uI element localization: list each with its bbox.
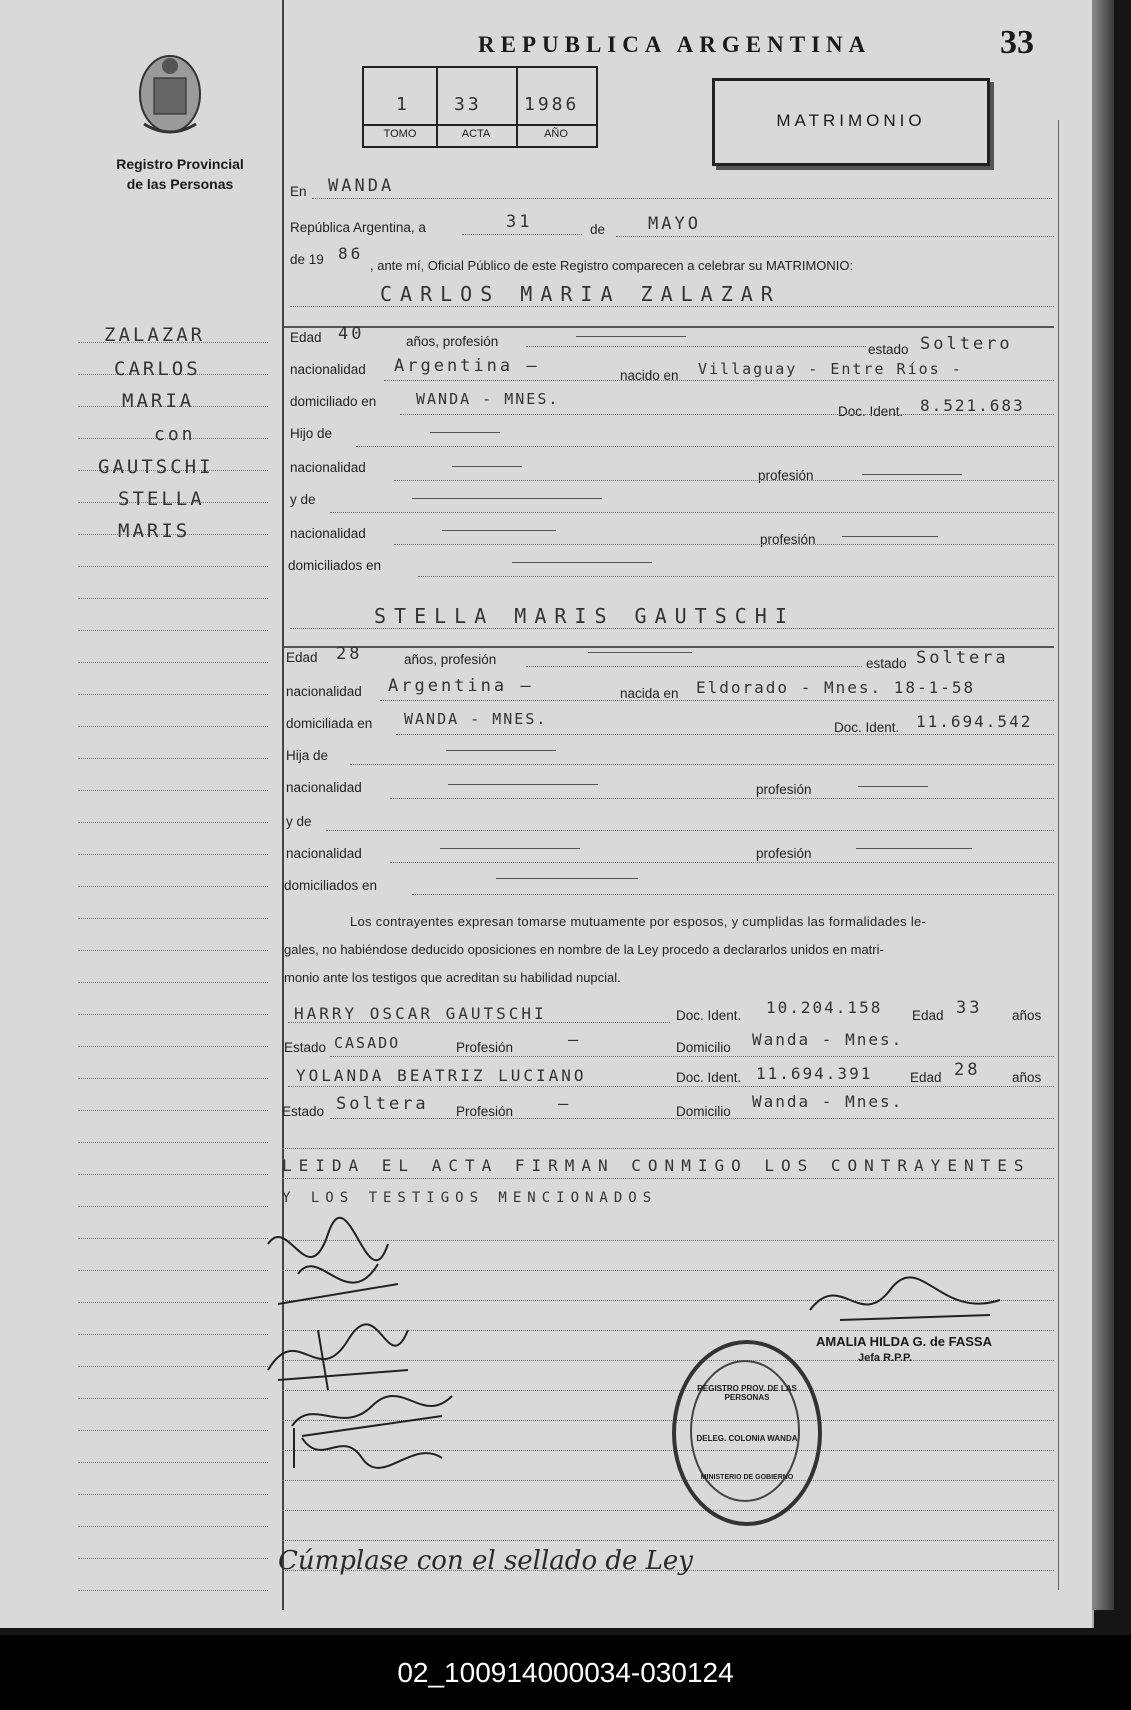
witness2-domicilio-label: Domicilio: [676, 1104, 731, 1119]
margin-ruled-line: [78, 1494, 268, 1495]
seal-text: REGISTRO PROV. DE LAS PERSONAS: [697, 1384, 797, 1402]
footnote: Cúmplase con el sellado de Ley: [278, 1546, 693, 1576]
groom-profesion-label: profesión: [758, 468, 814, 483]
acta-label: ACTA: [436, 124, 516, 140]
margin-ruled-line: [78, 982, 268, 983]
groom-nacido-value: Villaguay - Entre Ríos -: [698, 360, 963, 378]
witness1-estado-label: Estado: [284, 1040, 327, 1055]
margin-ruled-line: [78, 694, 268, 695]
margin-ruled-line: [78, 1462, 268, 1463]
acta-value: 33: [454, 94, 482, 115]
registry-name-line2: de las Personas: [126, 176, 234, 192]
bride-name-line: [290, 628, 1054, 629]
bride-yde-line: [326, 830, 1054, 831]
witness2-signature: [282, 1418, 462, 1478]
margin-ruled-line: [78, 1334, 268, 1335]
closing-line2: Y LOS TESTIGOS MENCIONADOS: [282, 1190, 658, 1206]
bride-hija-dash: [446, 750, 556, 751]
bride-domiciliados-line: [412, 894, 1054, 895]
bride-estado-label: estado: [866, 656, 907, 671]
groom-domiciliados-dash: [512, 562, 652, 563]
acta-cell: [436, 68, 518, 146]
witness2-edad-label: Edad: [910, 1070, 942, 1085]
bride-domiciliada-label: domiciliada en: [286, 716, 373, 731]
margin-name-2: CARLOS: [114, 358, 201, 380]
groom-yde-dash: [412, 498, 602, 499]
groom-name-line: [290, 306, 1054, 307]
en-label: En: [290, 184, 307, 199]
seal-text2: DELEG. COLONIA WANDA: [696, 1434, 798, 1443]
groom-hijo-line: [356, 446, 1054, 447]
groom-nac3-dash: [442, 530, 556, 531]
right-border: [1058, 120, 1059, 1590]
year-suffix: 86: [338, 244, 364, 263]
witness2-name: YOLANDA BEATRIZ LUCIANO: [296, 1066, 587, 1085]
witness2-line2: [330, 1118, 1054, 1119]
groom-prof2-dash: [842, 536, 938, 537]
bride-nac2-line: [390, 798, 1054, 799]
year-prefix: de 19: [290, 252, 324, 267]
witness2-doc-value: 11.694.391: [756, 1064, 873, 1083]
witness1-domicilio-label: Domicilio: [676, 1040, 731, 1055]
bride-profesion2-label: profesión: [756, 846, 812, 861]
image-caption: 02_100914000034-030124: [0, 1635, 1131, 1710]
closing-blank-line: [282, 1148, 1054, 1149]
bride-nac3-dash: [440, 848, 580, 849]
tomo-cell: [364, 68, 438, 146]
bride-profesion-line: [526, 666, 862, 667]
witness1-estado-value: CASADO: [334, 1034, 401, 1052]
witness1-doc-value: 10.204.158: [766, 998, 883, 1017]
witness2-estado-value: Soltera: [336, 1094, 429, 1114]
official-title: Jefa R.P.P.: [858, 1352, 913, 1364]
groom-signature: [258, 1214, 408, 1324]
groom-edad-label: Edad: [290, 330, 322, 345]
witness2-name-line: [288, 1086, 1054, 1087]
margin-ruled-line: [78, 1078, 268, 1079]
groom-hijo-dash: [430, 432, 500, 433]
closing-line1-rule: [282, 1178, 1054, 1179]
groom-yde-line: [330, 512, 1054, 513]
witness1-line2: [330, 1056, 1054, 1057]
signature-ruled-line: [282, 1480, 1054, 1481]
margin-ruled-line: [78, 758, 268, 759]
page-number: 33: [1000, 24, 1034, 61]
margin-ruled-line: [78, 918, 268, 919]
margin-ruled-line: [78, 1238, 268, 1239]
bride-domiciliados-label: domiciliados en: [284, 878, 378, 893]
groom-doc-value: 8.521.683: [920, 396, 1025, 415]
groom-nacido-label: nacido en: [620, 368, 679, 383]
groom-nacionalidad3-label: nacionalidad: [290, 526, 366, 541]
margin-ruled-line: [78, 1366, 268, 1367]
bride-prof-dash: [858, 786, 928, 787]
coat-of-arms-emblem: [130, 46, 210, 141]
bride-profesion-label: profesión: [756, 782, 812, 797]
month-value: MAYO: [648, 214, 701, 234]
witness1-anos-label: años: [1012, 1008, 1042, 1023]
registry-name-line1: Registro Provincial: [116, 156, 244, 172]
bride-doc-value: 11.694.542: [916, 712, 1033, 731]
republica-label: República Argentina, a: [290, 220, 426, 235]
record-box: [362, 66, 598, 148]
bride-hija-line: [350, 764, 1054, 765]
tomo-label: TOMO: [364, 124, 436, 140]
bride-nacionalidad2-label: nacionalidad: [286, 780, 362, 795]
margin-ruled-line: [78, 1110, 268, 1111]
bride-estado-value: Soltera: [916, 648, 1009, 668]
margin-ruled-line: [78, 1430, 268, 1431]
groom-profesion-dash: [576, 336, 686, 337]
declaration-line3: monio ante los testigos que acreditan su habilidad nupcial.: [284, 970, 621, 985]
margin-ruled-line: [78, 950, 268, 951]
bride-nac2-dash: [448, 784, 598, 785]
witness2-profesion-value: —: [558, 1094, 572, 1114]
bride-domiciliada-value: WANDA - MNES.: [404, 710, 548, 728]
groom-estado-value: Soltero: [920, 334, 1013, 354]
bride-nacionalidad-value: Argentina —: [388, 676, 534, 696]
witness1-doc-label: Doc. Ident.: [676, 1008, 742, 1023]
groom-edad-value: 40: [338, 324, 365, 344]
margin-ruled-line: [78, 1014, 268, 1015]
groom-nac3-line: [394, 544, 1054, 545]
groom-nac2-line: [394, 480, 1054, 481]
margin-ruled-line: [78, 1526, 268, 1527]
margin-name-1: ZALAZAR: [104, 324, 206, 346]
margin-ruled-line: [78, 886, 268, 887]
official-name: AMALIA HILDA G. de FASSA: [816, 1334, 992, 1349]
witness2-estado-label: Estado: [282, 1104, 325, 1119]
day-value: 31: [506, 212, 533, 232]
tomo-value: 1: [396, 94, 410, 115]
groom-domicilio-line: [400, 414, 1054, 415]
witness2-edad-value: 28: [954, 1060, 981, 1080]
groom-nac2-dash: [452, 466, 522, 467]
country-title: REPUBLICA ARGENTINA: [478, 32, 872, 57]
witness2-anos-label: años: [1012, 1070, 1042, 1085]
margin-ruled-line: [78, 1590, 268, 1591]
witness2-doc-label: Doc. Ident.: [676, 1070, 742, 1085]
witness1-domicilio-value: Wanda - Mnes.: [752, 1030, 904, 1049]
groom-domiciliados-line: [418, 576, 1054, 577]
margin-ruled-line: [78, 1142, 268, 1143]
ano-value: 1986: [524, 94, 580, 115]
bride-hija-label: Hija de: [286, 748, 329, 763]
groom-domiciliado-label: domiciliado en: [290, 394, 377, 409]
witness1-profesion-label: Profesión: [456, 1040, 514, 1055]
bride-nacionalidad-line: [380, 700, 1054, 701]
groom-estado-label: estado: [868, 342, 909, 357]
groom-domiciliados-label: domiciliados en: [288, 558, 382, 573]
margin-ruled-line: [78, 1174, 268, 1175]
signature-ruled-line: [282, 1540, 1054, 1541]
groom-hijo-label: Hijo de: [290, 426, 333, 441]
margin-ruled-line: [78, 1046, 268, 1047]
bride-prof2-dash: [856, 848, 972, 849]
bride-nacionalidad3-label: nacionalidad: [286, 846, 362, 861]
bride-nacionalidad-label: nacionalidad: [286, 684, 362, 699]
groom-full-name: CARLOS MARIA ZALAZAR: [380, 282, 781, 306]
witness1-edad-label: Edad: [912, 1008, 944, 1023]
bride-nacida-label: nacida en: [620, 686, 679, 701]
groom-profesion2-label: profesión: [760, 532, 816, 547]
bride-yde-label: y de: [286, 814, 312, 829]
bride-full-name: STELLA MARIS GAUTSCHI: [374, 604, 795, 628]
witness2-domicilio-value: Wanda - Mnes.: [752, 1092, 904, 1111]
margin-name-5: GAUTSCHI: [98, 456, 214, 478]
groom-nacionalidad2-label: nacionalidad: [290, 460, 366, 475]
bride-nac3-line: [390, 862, 1054, 863]
groom-domiciliado-value: WANDA - MNES.: [416, 390, 560, 408]
witness1-name: HARRY OSCAR GAUTSCHI: [294, 1004, 547, 1023]
groom-anos-profesion-label: años, profesión: [406, 334, 499, 349]
margin-ruled-line: [78, 1302, 268, 1303]
margin-ruled-line: [78, 598, 268, 599]
bride-domicilio-line: [396, 734, 1054, 735]
margin-ruled-line: [78, 790, 268, 791]
day-line: [462, 234, 582, 235]
ano-label: AÑO: [516, 124, 596, 140]
closing-line1: LEIDA EL ACTA FIRMAN CONMIGO LOS CONTRAYENTES: [282, 1156, 1031, 1175]
bride-edad-label: Edad: [286, 650, 318, 665]
margin-name-6: STELLA: [118, 488, 205, 510]
margin-ruled-line: [78, 1270, 268, 1271]
groom-profesion-line: [526, 346, 866, 347]
groom-nacionalidad-value: Argentina —: [394, 356, 540, 376]
margin-name-7: MARIS: [118, 520, 191, 542]
doc-type-box: [712, 78, 990, 166]
margin-ruled-line: [78, 630, 268, 631]
witness1-profesion-value: —: [568, 1030, 582, 1050]
margin-ruled-line: [78, 566, 268, 567]
book-binding: [1092, 0, 1114, 1610]
witness1-edad-value: 33: [956, 998, 983, 1018]
margin-ruled-line: [78, 1398, 268, 1399]
margin-ruled-line: [78, 662, 268, 663]
declaration-line2: gales, no habiéndose deducido oposiciones en nombre de la Ley procedo a declararlos unidos en matri-: [284, 942, 884, 957]
groom-prof-dash: [862, 474, 962, 475]
margin-ruled-line: [78, 1206, 268, 1207]
place-value: WANDA: [328, 176, 395, 196]
seal-text3: MINISTERIO DE GOBIERNO: [700, 1474, 794, 1481]
groom-nacionalidad-label: nacionalidad: [290, 362, 366, 377]
bride-doc-label: Doc. Ident.: [834, 720, 900, 735]
official-signature: [800, 1270, 1020, 1340]
bride-nacida-value: Eldorado - Mnes. 18-1-58: [696, 678, 976, 697]
margin-ruled-line: [78, 822, 268, 823]
witness1-name-line: [288, 1022, 670, 1023]
bride-anos-profesion-label: años, profesión: [404, 652, 497, 667]
ano-cell: [516, 68, 596, 146]
month-line: [616, 236, 1054, 237]
declaration-line1: Los contrayentes expresan tomarse mutuamente por esposos, y cumplidas las formalidades le-: [350, 914, 927, 929]
place-line: [312, 198, 1052, 199]
groom-section-rule: [284, 326, 1054, 328]
groom-doc-label: Doc. Ident.: [838, 404, 904, 419]
margin-ruled-line: [78, 854, 268, 855]
witness2-profesion-label: Profesión: [456, 1104, 514, 1119]
bride-profesion-dash: [588, 652, 692, 653]
groom-yde-label: y de: [290, 492, 316, 507]
signature-ruled-line: [282, 1510, 1054, 1511]
bride-domiciliados-dash: [496, 878, 638, 879]
de-label: de: [590, 222, 606, 237]
margin-ruled-line: [78, 726, 268, 727]
intro-statement: , ante mí, Oficial Público de este Registro comparecen a celebrar su MATRIMONIO:: [370, 258, 854, 273]
margin-ruled-line: [78, 1558, 268, 1559]
groom-nacionalidad-line: [384, 380, 1054, 381]
margin-name-4: con: [154, 424, 196, 445]
official-seal: [672, 1340, 822, 1526]
margin-name-3: MARIA: [122, 390, 195, 412]
doc-type-label: MATRIMONIO: [776, 111, 926, 130]
bride-edad-value: 28: [336, 644, 363, 664]
